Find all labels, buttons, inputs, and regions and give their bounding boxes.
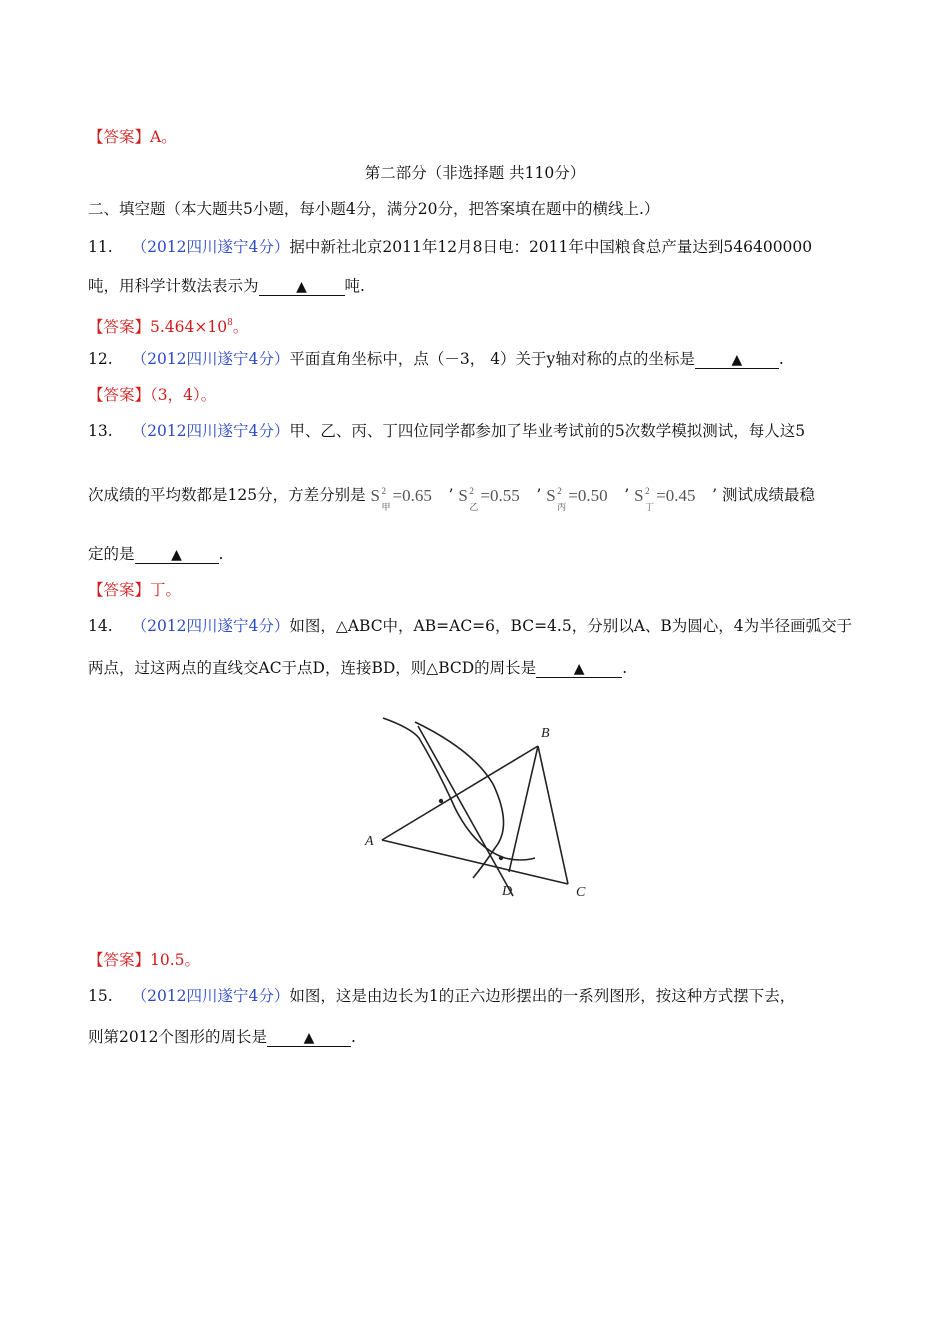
question-text: 平面直角坐标中，点（－3， 4）关于y轴对称的点的坐标是 [289,350,695,368]
question-text: 次成绩的平均数都是125分，方差分别是 [88,486,366,504]
answer-blank [259,278,345,296]
label-b: B [541,726,550,741]
question-15-line-1 [88,986,795,1006]
answer-exponent: 8 [227,318,233,328]
answer-label: 【答案】 [88,318,151,336]
question-text: 如图，这是由边长为1的正六边形摆出的一系列图形，按这种方式摆下去， [289,987,796,1005]
question-13-line-3 [88,544,223,564]
intersection-point [499,856,503,860]
question-text: 如图，△ABC中，AB=AC=6，BC=4.5，分别以A、B为圆心，4为半径画弧交于 [289,617,853,635]
question-14-line-2 [88,658,627,678]
blank-marker-icon: ▲ [171,547,182,563]
variance-bing: S 2 丙 =0.50 [546,486,608,512]
answer-text: 丁。 [150,581,182,599]
question-15-line-2 [88,1027,356,1047]
perpendicular-bisector [418,726,513,896]
question-number: 14. [88,617,113,635]
question-text: 定的是 [88,545,135,563]
separator: ’ [624,486,630,504]
question-11-line-1 [88,237,812,257]
question-number: 13. [88,422,113,440]
answer-blank [695,351,779,369]
question-11-answer [88,313,248,337]
answer-text: （3，4）。 [150,386,217,404]
question-text: 甲、乙、丙、丁四位同学都参加了毕业考试前的5次数学模拟测试，每人这5 [289,422,806,440]
answer-text: A。 [150,128,177,146]
previous-answer [88,127,177,147]
question-number: 12. [88,350,113,368]
variance-yi: S 2 乙 =0.55 [458,486,520,512]
label-c: C [576,885,586,900]
source-tag: （2012四川遂宁4分） [131,987,290,1005]
source-tag: （2012四川遂宁4分） [131,238,290,256]
question-number: 11. [88,238,113,256]
side-ac [382,840,568,884]
variance-ding: S 2 丁 =0.45 [634,486,696,512]
part-title: 第二部分（非选择题 共110分） [364,164,586,182]
answer-label: 【答案】 [88,951,151,969]
question-14-line-1 [88,616,852,636]
separator: ’ [712,486,718,504]
answer-label: 【答案】 [88,386,151,404]
source-tag: （2012四川遂宁4分） [131,422,290,440]
blank-marker-icon: ▲ [731,352,743,368]
side-ab [382,746,538,840]
question-text: 吨. [344,277,365,295]
label-a: A [365,834,374,849]
question-12-line [88,349,784,369]
answer-blank [135,546,219,564]
answer-blank [267,1029,351,1047]
answer-blank [536,660,622,678]
question-text: 吨，用科学计数法表示为 [88,277,259,295]
answer-end: 。 [232,318,249,336]
answer-base: 5.464×10 [150,318,228,336]
side-bc [538,746,568,884]
question-13-line-2 [88,485,816,512]
side-bd [509,746,538,872]
label-d: D [502,884,513,899]
blank-marker-icon: ▲ [296,279,307,295]
answer-text: 10.5。 [150,951,201,969]
question-text: . [622,659,628,677]
blank-marker-icon: ▲ [573,661,585,677]
intersection-point [439,799,443,803]
variance-jia: S 2 甲 =0.65 [370,486,432,512]
question-text: . [778,350,784,368]
question-11-line-2 [88,276,365,296]
arc-centered-b [383,718,535,860]
question-text: 据中新社北京2011年12月8日电：2011年中国粮食总产量达到546400000 [289,238,813,256]
separator: ’ [536,486,542,504]
answer-label: 【答案】 [88,128,151,146]
question-text: . [218,545,224,563]
question-number: 15. [88,987,113,1005]
question-12-answer [88,385,216,405]
question-text: . [350,1028,356,1046]
question-13-line-1 [88,421,805,441]
question-text: 两点，过这两点的直线交AC于点D，连接BD，则△BCD的周长是 [88,659,537,677]
separator: ’ [448,486,454,504]
answer-label: 【答案】 [88,581,151,599]
question-13-answer [88,580,181,600]
question-14-answer [88,950,200,970]
triangle-figure [355,708,605,908]
source-tag: （2012四川遂宁4分） [131,350,290,368]
source-tag: （2012四川遂宁4分） [131,617,290,635]
question-text: 测试成绩最稳 [722,486,816,504]
blank-marker-icon: ▲ [303,1030,315,1046]
question-text: 则第2012个图形的周长是 [88,1028,267,1046]
section-title: 二、填空题（本大题共5小题，每小题4分，满分20分，把答案填在题中的横线上.） [88,200,660,218]
